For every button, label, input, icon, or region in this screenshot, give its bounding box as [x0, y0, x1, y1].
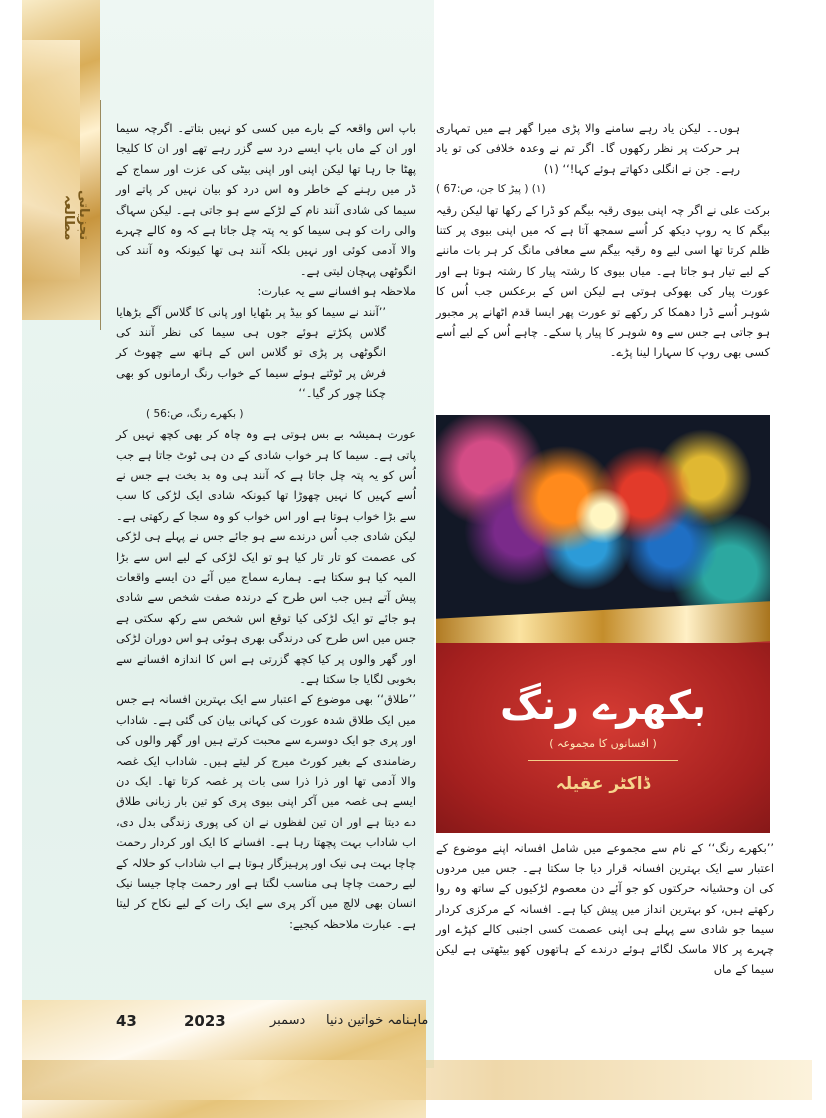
cover-divider: [528, 760, 678, 761]
right-quote: ہوں۔۔ لیکن یاد رہے سامنے والا پڑی میرا گھر ہے میں تمہاری ہر حرکت پر نظر رکھوں گا۔ اگر تم نے وعدہ خلافی کی تو یاد رہے۔ جن نے انگلی دکھاتے ہوئے کہا!‘‘ (۱): [436, 121, 740, 176]
issue-month: دسمبر: [270, 1013, 306, 1028]
cover-title: بکھرے رنگ: [500, 683, 706, 729]
left-paragraph-3: عورت ہمیشہ بے بس ہوتی ہے وہ چاہ کر بھی کچھ نہیں کر پاتی ہے۔ سیما کا ہر خواب شادی کے دن ہی ٹوٹ جاتا ہے جب اُس کو یہ پتہ چل جاتا ہے کہ آنند ہی وہ بد بخت ہے جس نے اُسے کہیں کا نہیں چھوڑا تھا کیونکہ شادی ایک لڑکی کا سب سے بڑا خواب ہوتا ہے اور اس خواب کو وہ سجا کے رکھتی ہے۔ لیکن شادی جب اُس درندے سے ہو جائے جس نے پہلے ہی لڑکی کی عصمت کو تار تار کیا ہو تو ایک لڑکی کے لیے اس سے بڑا المیہ کیا ہو سکتا ہے۔ ہمارے سماج میں آئے دن ایسے واقعات پیش آتے ہیں جب اس طرح کے درندہ صفت شخص سے شادی ہو جائے تو ایک لڑکی کیا توقع اس شخص سے رکھ سکتی ہے جس میں اس طرح کی درندگی بھری ہوئی ہو اس دوران لڑکی اور گھر والوں پر کیا کچھ گزرتی ہے اس کا اندازہ افسانے سے بخوبی لگایا جا سکتا ہے۔: [116, 427, 416, 686]
side-divider: [100, 100, 101, 330]
magazine-name: ماہنامہ خواتین دنیا: [326, 1013, 429, 1028]
left-reference: ( بکھرے رنگ، ص:56 ): [146, 407, 244, 420]
right-reference: (۱) ( پیڑ کا جن، ص:67 ): [436, 183, 546, 196]
right-paragraph-2: ’’بکھرے رنگ‘‘ کے نام سے مجموعے میں شامل افسانہ اپنے موضوع کے اعتبار سے ایک بہترین افسانہ قرار دیا جا سکتا ہے۔ جس میں مردوں کی ان وحشیانہ حرکتوں کو جو آئے دن معصوم لڑکیوں کے ساتھ وہ روا رکھتے ہیں، کو بہترین انداز میں پیش کیا ہے۔ افسانہ کے مرکزی کردار سیما جو شادی سے پہلے ہی اپنی عصمت کسی اجنبی کالے کپڑے اور چہرے پر کالا ماسک لگائے ہوئے درندے کے ہاتھوں کھو بیٹھتی ہے لیکن سیما کے ماں: [436, 841, 774, 977]
section-label: تجزیاتی مطالعہ: [61, 189, 91, 240]
page-footer: [116, 1012, 756, 1040]
right-paragraph-1: برکت علی نے اگر چہ اپنی بیوی رقیہ بیگم کو ڈرا کے رکھا تھا لیکن رقیہ بیگم کا یہ روپ دیکھ کر اُسے سمجھ آتا ہے کہ میں اپنی بیوی پر کتنا ظلم کرتا تھا اسی لیے وہ رقیہ بیگم سے معافی مانگ کر ہر بات ماننے کے لیے تیار ہو جاتا ہے۔ میاں بیوی کا رشتہ پیار کا رشتہ ہوتا ہے اور عورت پیار کی بھوکی ہوتی ہے لیکن اس کے برعکس جب اُس کا شوہر اُسے ڈرا دھمکا کر رکھے تو عورت پھر ایسا قدم اٹھانے پر مجبور ہو جاتی ہے جس سے وہ شوہر کا پیار پا سکے۔ چاہے اُس کے لیے اُسے کسی بھی روپ کا سہارا لینا پڑے۔: [436, 202, 770, 360]
book-cover-image: [436, 415, 770, 833]
page-number: 43: [116, 1012, 137, 1030]
cover-subtitle: ( افسانوں کا مجموعہ ): [549, 737, 657, 750]
left-column: [116, 118, 416, 934]
gold-band-footer: [22, 1060, 812, 1100]
left-paragraph-2: ملاحظہ ہو افسانے سے یہ عبارت:: [257, 284, 416, 299]
cover-author: ڈاکٹر عقیلہ: [555, 774, 651, 794]
left-paragraph-4: ’’طلاق‘‘ بھی موضوع کے اعتبار سے ایک بہترین افسانہ ہے جس میں ایک طلاق شدہ عورت کی کہانی بیان کی گئی ہے۔ شاداب اور پری جو ایک دوسرے سے محبت کرتے ہیں اور گھر والوں کی رضامندی کے بغیر کورٹ میرج کر لیتے ہیں۔ شاداب ایک غصہ والا آدمی تھا اور ذرا ذرا سی بات پر غصہ کرتا تھا۔ ایک دن ایسے ہی غصہ میں آکر اپنی بیوی پری کو تین بار زبانی طلاق دے دیتا ہے اور ان تین لفظوں نے ان کی پوری زندگی بدل دی، اب شاداب بہت پچھتا رہا ہے۔ افسانے کا ایک اور کردار رحمت چاچا بہت ہی نیک اور پرہیزگار ہوتا ہے اب شاداب کو حلالہ کے لیے رحمت چاچا ہی مناسب لگتا ہے اور رحمت چاچا جیسا نیک انسان بھی لالچ میں آکر پری سے ایک رات کے لیے نکاح کر لیتا ہے۔ عبارت ملاحظہ کیجیے:: [116, 692, 416, 931]
cover-art: [436, 415, 770, 625]
left-paragraph-1: باپ اس واقعہ کے بارے میں کسی کو نہیں بتاتے۔ اگرچہ سیما اور ان کے ماں باپ ایسے درد سے گزر رہے تھے اور ان کا کلیجا پھٹا جا رہا تھا لیکن اپنی اور اپنی بیٹی کی عزت اور سماج کے ڈر میں رہنے کے خاطر وہ اس درد کو بیان نہیں کر پاتے اور سیما کی شادی آنند نام کے لڑکے سے ہو جاتی ہے۔ لیکن سہاگ والی رات کو ہی سیما کو یہ پتہ چل جاتا ہے کہ وہ کالے چہرے والا آدمی کوئی اور نہیں بلکہ آنند ہی تھا کیونکہ وہ آنند کی انگوٹھی پہچان لیتی ہے۔: [116, 121, 416, 278]
right-column-lower: [436, 838, 774, 979]
issue-year: 2023: [184, 1012, 226, 1030]
left-quote: ’’آنند نے سیما کو بیڈ پر بٹھایا اور پانی کا گلاس آگے بڑھایا گلاس پکڑتے ہوئے جوں ہی سیما کی نظر آنند کی انگوٹھی پر پڑی تو گلاس اس کے ہاتھ سے چھوٹ کر فرش پر ٹوٹتے ہوئے سیما کے خواب رنگ ارمانوں کو بھی چکنا چور کر گیا۔‘‘: [116, 304, 386, 401]
right-column: [436, 118, 770, 363]
